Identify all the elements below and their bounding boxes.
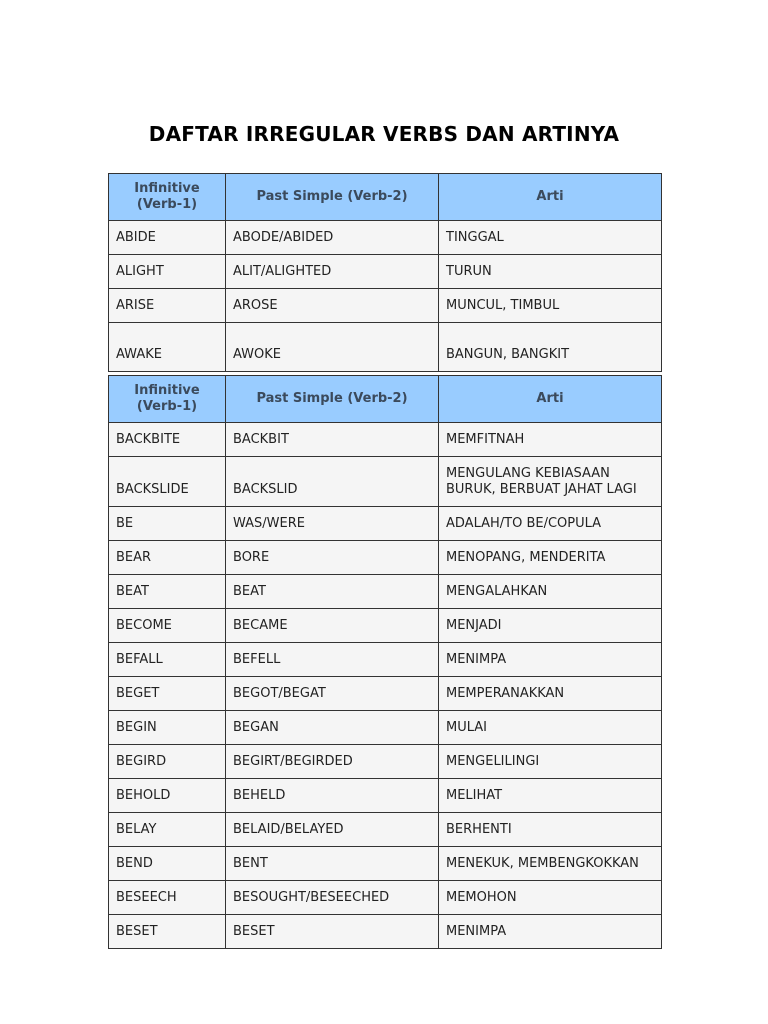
header-past-simple: Past Simple (Verb-2) [226,376,439,423]
cell-infinitive: BACKBITE [109,423,226,457]
table-row [109,881,662,915]
cell-infinitive: AWAKE [109,323,226,372]
table-row [109,813,662,847]
cell-infinitive: BE [109,507,226,541]
cell-past-simple: BACKSLID [226,457,439,507]
cell-infinitive: BELAY [109,813,226,847]
cell-infinitive: BEHOLD [109,779,226,813]
cell-arti: MENGELILINGI [439,745,662,779]
cell-past-simple: AROSE [226,289,439,323]
header-infinitive: Infinitive (Verb-1) [109,174,226,221]
table-row [109,457,662,507]
cell-past-simple: BEHELD [226,779,439,813]
cell-past-simple: AWOKE [226,323,439,372]
table-row [109,289,662,323]
table-row [109,609,662,643]
cell-past-simple: BENT [226,847,439,881]
header-past-simple: Past Simple (Verb-2) [226,174,439,221]
cell-past-simple: BACKBIT [226,423,439,457]
table-row [109,847,662,881]
header-infinitive: Infinitive (Verb-1) [109,376,226,423]
cell-infinitive: BEAR [109,541,226,575]
cell-arti: BANGUN, BANGKIT [439,323,662,372]
table-header [109,376,662,423]
cell-arti: MEMPERANAKKAN [439,677,662,711]
table-row [109,779,662,813]
cell-past-simple: BORE [226,541,439,575]
cell-past-simple: BESOUGHT/BESEECHED [226,881,439,915]
cell-infinitive: BEND [109,847,226,881]
cell-arti: ADALAH/TO BE/COPULA [439,507,662,541]
cell-arti: MENJADI [439,609,662,643]
table-row [109,575,662,609]
table-row [109,677,662,711]
table-row [109,711,662,745]
cell-infinitive: ALIGHT [109,255,226,289]
cell-arti: MENOPANG, MENDERITA [439,541,662,575]
table-row [109,915,662,949]
table-row [109,745,662,779]
cell-infinitive: BEGET [109,677,226,711]
verbs-table-2 [108,375,662,949]
cell-infinitive: BACKSLIDE [109,457,226,507]
cell-arti: TURUN [439,255,662,289]
cell-infinitive: BEGIN [109,711,226,745]
header-arti: Arti [439,174,662,221]
table-row [109,643,662,677]
cell-arti: MENEKUK, MEMBENGKOKKAN [439,847,662,881]
table-row [109,541,662,575]
cell-past-simple: ALIT/ALIGHTED [226,255,439,289]
cell-past-simple: BEGOT/BEGAT [226,677,439,711]
cell-arti: MEMFITNAH [439,423,662,457]
table-row [109,423,662,457]
table-row [109,507,662,541]
cell-arti: TINGGAL [439,221,662,255]
cell-past-simple: BECAME [226,609,439,643]
cell-past-simple: BESET [226,915,439,949]
cell-arti: MENIMPA [439,643,662,677]
cell-arti: MELIHAT [439,779,662,813]
cell-infinitive: ABIDE [109,221,226,255]
cell-past-simple: WAS/WERE [226,507,439,541]
table-header [109,174,662,221]
cell-infinitive: BESET [109,915,226,949]
cell-infinitive: BEFALL [109,643,226,677]
cell-past-simple: BELAID/BELAYED [226,813,439,847]
cell-past-simple: ABODE/ABIDED [226,221,439,255]
verbs-table-1 [108,173,662,372]
cell-infinitive: ARISE [109,289,226,323]
document-title: DAFTAR IRREGULAR VERBS DAN ARTINYA [148,122,620,146]
cell-infinitive: BECOME [109,609,226,643]
cell-arti: MUNCUL, TIMBUL [439,289,662,323]
cell-arti: MULAI [439,711,662,745]
cell-past-simple: BEGAN [226,711,439,745]
table-row [109,221,662,255]
cell-past-simple: BEAT [226,575,439,609]
cell-arti: MEMOHON [439,881,662,915]
cell-infinitive: BEAT [109,575,226,609]
cell-arti: MENIMPA [439,915,662,949]
cell-arti: MENGULANG KEBIASAAN BURUK, BERBUAT JAHAT LAGI [439,457,662,507]
cell-infinitive: BESEECH [109,881,226,915]
cell-infinitive: BEGIRD [109,745,226,779]
cell-past-simple: BEFELL [226,643,439,677]
table-row [109,323,662,372]
header-arti: Arti [439,376,662,423]
cell-past-simple: BEGIRT/BEGIRDED [226,745,439,779]
table-row [109,255,662,289]
cell-arti: BERHENTI [439,813,662,847]
cell-arti: MENGALAHKAN [439,575,662,609]
